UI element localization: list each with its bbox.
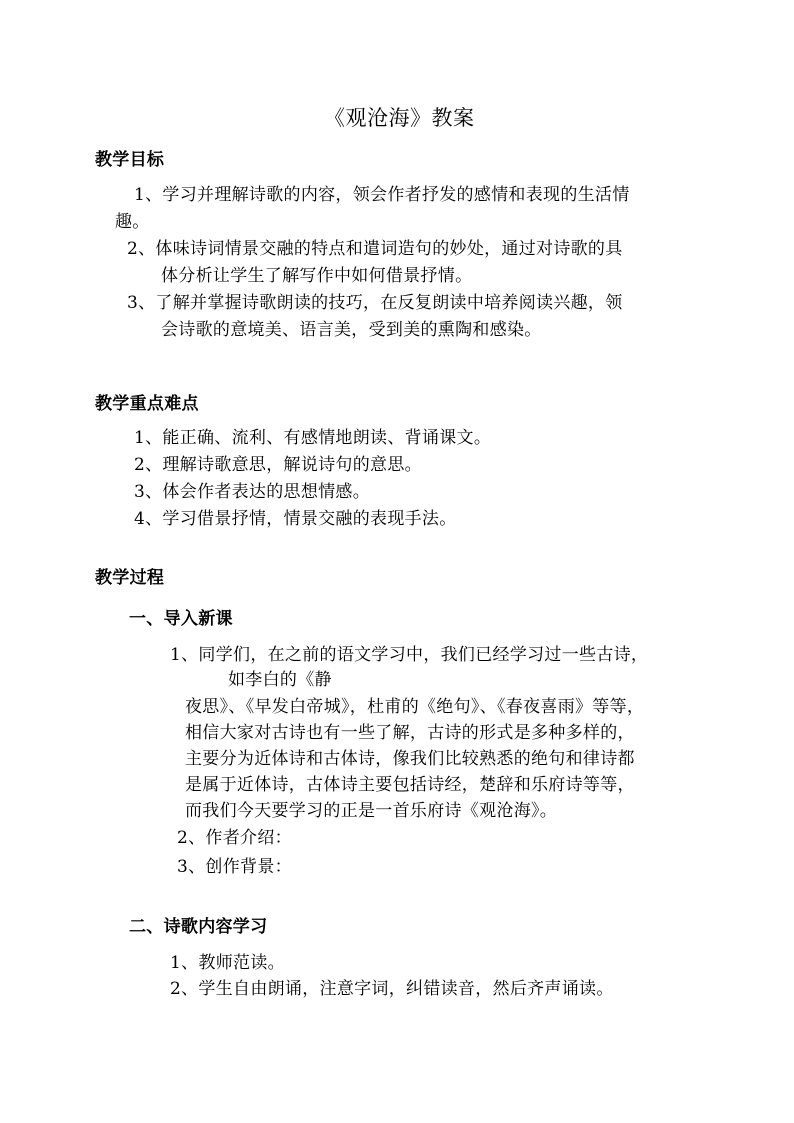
- intro-line: 如李白的《静: [228, 670, 332, 690]
- intro-line: 夜思》、《早发白帝城》，杜甫的《绝句》、《春夜喜雨》等等，: [185, 697, 645, 717]
- objective-line: 会诗歌的意境美、语言美，受到美的熏陶和感染。: [161, 320, 542, 340]
- objective-line: 3、了解并掌握诗歌朗读的技巧，在反复朗读中培养阅读兴趣，领: [127, 293, 623, 313]
- subsection-heading-intro: 一、导入新课: [129, 609, 233, 629]
- objective-line: 趣。: [115, 212, 150, 232]
- intro-line: 相信大家对古诗也有一些了解，古诗的形式是多种多样的，: [185, 723, 635, 743]
- page-title: 《观沧海》教案: [324, 106, 475, 130]
- content-line: 1、教师范读。: [170, 953, 285, 973]
- objective-line: 1、学习并理解诗歌的内容，领会作者抒发的感情和表现的生活情: [134, 185, 630, 205]
- intro-line: 2、作者介绍：: [177, 828, 292, 848]
- intro-line: 是属于近体诗，古体诗主要包括诗经，楚辞和乐府诗等等，: [185, 775, 635, 795]
- section-heading-process: 教学过程: [95, 568, 165, 588]
- objective-line: 体分析让学生了解写作中如何借景抒情。: [161, 266, 473, 286]
- key-point-line: 4、学习借景抒情，情景交融的表现手法。: [134, 509, 457, 529]
- key-point-line: 2、理解诗歌意思，解说诗句的意思。: [134, 455, 422, 475]
- key-point-line: 3、体会作者表达的思想情感。: [134, 482, 371, 502]
- content-line: 2、学生自由朗诵，注意字词，纠错读音，然后齐声诵读。: [170, 979, 614, 999]
- objective-line: 2、体味诗词情景交融的特点和遣词造句的妙处，通过对诗歌的具: [127, 239, 623, 259]
- intro-line: 3、创作背景：: [177, 857, 292, 877]
- intro-line: 主要分为近体诗和古体诗，像我们比较熟悉的绝句和律诗都: [185, 749, 635, 769]
- intro-line: 1、同学们，在之前的语文学习中，我们已经学习过一些古诗，: [170, 645, 649, 665]
- subsection-heading-content: 二、诗歌内容学习: [129, 917, 268, 937]
- intro-line: 而我们今天要学习的正是一首乐府诗《观沧海》。: [185, 801, 558, 821]
- key-point-line: 1、能正确、流利、有感情地朗读、背诵课文。: [134, 428, 492, 448]
- section-heading-key-points: 教学重点难点: [95, 394, 199, 414]
- section-heading-objectives: 教学目标: [95, 150, 165, 170]
